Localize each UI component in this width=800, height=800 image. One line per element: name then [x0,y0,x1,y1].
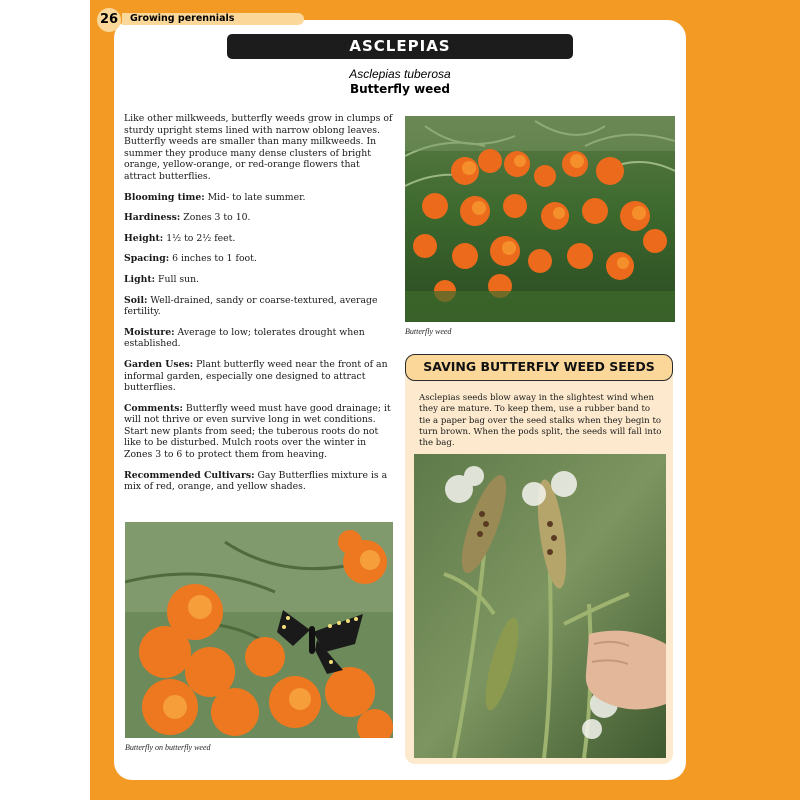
plant-title: ASCLEPIAS [227,34,573,59]
fact-value: Plant butterfly weed near the front of an informal garden, especially one designed to attract butterflies. [124,358,388,394]
photo-caption-bottom: Butterfly on butterfly weed [125,743,211,752]
butterfly-weed-photo [405,116,675,322]
left-margin [0,0,90,800]
fact-label: Hardiness: [124,212,181,224]
intro-paragraph: Like other milkweeds, butterfly weeds grow in clumps of sturdy upright stems lined with narrow oblong leaves. Butterfly weeds are smaller than many milkweeds. In summer they produce many dense clusters of bright orange, yellow-orange, or red-orange flowers that attract butterflies. [124,113,393,182]
fact-light [124,274,394,286]
fact-spacing [124,253,394,265]
seed-pods-photo [414,454,666,758]
fact-label: Light: [124,273,156,285]
section-title: Growing perennials [122,13,304,25]
fact-label: Garden Uses: [124,358,194,370]
fact-blooming-time [124,192,394,204]
fact-recommended-cultivars [124,470,394,493]
butterfly-weed-image [405,116,675,322]
fact-garden-uses [124,359,394,394]
fact-label: Spacing: [124,253,170,265]
fact-value: Gay Butterflies mixture is a mix of red, orange, and yellow shades. [124,469,388,493]
fact-label: Height: [124,232,164,244]
fact-value: Zones 3 to 10. [183,212,251,224]
butterfly-photo [125,522,393,738]
fact-moisture [124,327,394,350]
sidebar-title: SAVING BUTTERFLY WEED SEEDS [405,354,673,381]
fact-soil [124,295,394,318]
fact-value: 1½ to 2½ feet. [166,232,236,244]
body-text-column [124,113,394,502]
fact-label: Recommended Cultivars: [124,469,255,481]
fact-label: Blooming time: [124,191,205,203]
latin-name: Asclepias tuberosa [349,67,451,81]
fact-height [124,233,394,245]
fact-value: Full sun. [158,273,200,285]
sidebar-text: Asclepias seeds blow away in the slightest wind when they are mature. To keep them, use a rubber band to tie a paper bag over the seed stalks when they begin to turn brown. When the pods split, the seeds will fall into the bag. [419,393,662,449]
fact-value: 6 inches to 1 foot. [172,253,257,265]
fact-value: Well-drained, sandy or coarse-textured, average fertility. [124,294,378,318]
page-number: 26 [97,8,121,32]
photo-caption-top: Butterfly weed [405,327,452,336]
fact-label: Comments: [124,402,183,414]
fact-value: Mid- to late summer. [207,191,306,203]
seed-pods-image [414,454,666,758]
fact-hardiness [124,212,394,224]
fact-label: Soil: [124,294,148,306]
common-name: Butterfly weed [349,82,451,96]
fact-value: Butterfly weed must have good drainage; it will not thrive or even survive long in wet conditions. Start new plants from seed; the tuberous roots do not like to be disturbed. Mulch roots over the winter in Zones 3 to 6 to protect them from heaving. [124,402,391,461]
butterfly-image [125,522,393,738]
fact-value: Average to low; tolerates drought when established. [124,326,365,350]
fact-label: Moisture: [124,326,175,338]
fact-comments [124,403,394,461]
